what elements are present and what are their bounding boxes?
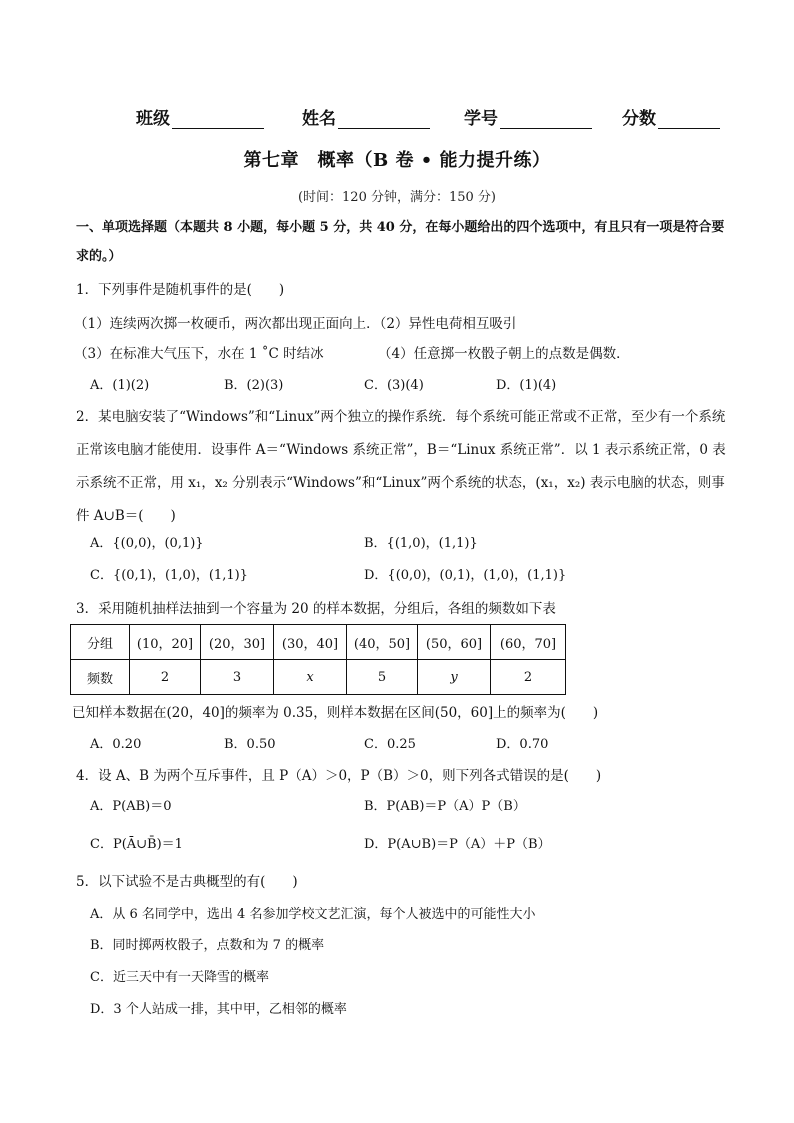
question-5-option-b[interactable]: B．同时掷两枚骰子，点数和为 7 的概率 xyxy=(90,938,325,953)
question-2-option-c[interactable]: C．{(0,1)，(1,0)，(1,1)} xyxy=(90,568,248,583)
class-label: 班级 xyxy=(136,109,170,129)
question-5-option-a[interactable]: A．从 6 名同学中，选出 4 名参加学校文艺汇演，每个人被选中的可能性大小 xyxy=(90,907,536,922)
name-field xyxy=(302,104,430,129)
question-5-stem: 5．以下试验不是古典概型的有( ) xyxy=(76,874,298,890)
question-4-option-d[interactable]: D．P(A∪B)＝P（A）＋P（B） xyxy=(364,837,551,852)
question-2-option-d[interactable]: D．{(0,0)，(0,1)，(1,0)，(1,1)} xyxy=(364,568,567,583)
student-id-label: 学号 xyxy=(464,109,498,129)
name-blank[interactable] xyxy=(338,110,430,129)
question-4-option-c[interactable]: C．P(Ā∪B̄)＝1 xyxy=(90,837,183,852)
student-id-blank[interactable] xyxy=(500,110,592,129)
question-4-stem: 4．设 A、B 为两个互斥事件，且 P（A）＞0，P（B）＞0，则下列各式错误的是( ) xyxy=(76,768,602,784)
question-2-option-b[interactable]: B．{(1,0)，(1,1)} xyxy=(364,536,478,551)
question-1-option-a[interactable]: A．(1)(2) xyxy=(90,378,150,393)
question-4-option-a[interactable]: A．P(AB)＝0 xyxy=(90,799,172,814)
score-field xyxy=(622,104,720,129)
question-1-option-c[interactable]: C．(3)(4) xyxy=(364,378,424,393)
question-4-option-b[interactable]: B．P(AB)＝P（A）P（B） xyxy=(364,799,526,814)
question-3-option-c[interactable]: C．0.25 xyxy=(364,737,416,752)
question-3-option-b[interactable]: B．0.50 xyxy=(224,737,276,752)
table-cell: 2 xyxy=(491,660,566,695)
table-row xyxy=(71,660,566,695)
question-3-stem: 3．采用随机抽样法抽到一个容量为 20 的样本数据，分组后，各组的频数如下表 xyxy=(76,601,556,617)
question-3-option-a[interactable]: A．0.20 xyxy=(90,737,142,752)
table-cell: 3 xyxy=(201,660,274,695)
exam-time-score: (时间：120 分钟，满分：150 分) xyxy=(297,190,497,205)
question-1-option-b[interactable]: B．(2)(3) xyxy=(224,378,284,393)
section-heading: 一、单项选择题（本题共 8 小题，每小题 5 分，共 40 分，在每小题给出的四个选项中，有且只有一项是符合要求的。） xyxy=(76,220,725,264)
question-1-line-2a: （3）在标准大气压下，水在 1 ˚C 时结冰 xyxy=(74,346,324,362)
question-1-stem: 1．下列事件是随机事件的是( ) xyxy=(76,282,285,298)
question-1-line-2b: （4）任意掷一枚骰子朝上的点数是偶数． xyxy=(378,346,630,362)
table-cell: (50，60] xyxy=(418,625,491,660)
table-row xyxy=(71,625,566,660)
student-id-field xyxy=(464,104,592,129)
table-cell: y xyxy=(418,660,491,695)
table-cell: 2 xyxy=(130,660,201,695)
student-info-header xyxy=(0,104,794,130)
table-cell: x xyxy=(274,660,347,695)
question-3-condition: 已知样本数据在(20，40]的频率为 0.35，则样本数据在区间(50，60]上的频率为( ) xyxy=(72,705,599,721)
question-3-option-d[interactable]: D．0.70 xyxy=(496,737,549,752)
question-1-line-1: （1）连续两次掷一枚硬币，两次都出现正面向上．（2）异性电荷相互吸引 xyxy=(74,316,517,332)
question-5-option-c[interactable]: C．近三天中有一天降雪的概率 xyxy=(90,970,269,985)
table-cell: (30，40] xyxy=(274,625,347,660)
question-2-stem: 2．某电脑安装了“Windows”和“Linux”两个独立的操作系统．每个系统可能正常或不正常，至少有一个系统正常该电脑才能使用．设事件 A＝“Windows 系统正常”，B＝“Linux 系统正常”．以 1 表示系统正常，0 表示系统不正常，用 x₁，x₂ 分别表示“Windows”和“Linux”两个系统的状态，(x₁，x₂) 表示电脑的状态，则事件 A∪B＝( ) xyxy=(76,409,726,524)
table-cell: (10，20] xyxy=(130,625,201,660)
class-blank[interactable] xyxy=(172,110,264,129)
score-blank[interactable] xyxy=(658,110,720,129)
question-2-option-a[interactable]: A．{(0,0)，(0,1)} xyxy=(90,536,204,551)
table-cell: (40，50] xyxy=(347,625,418,660)
table-header-cell: 频数 xyxy=(71,660,130,695)
class-field xyxy=(136,104,264,129)
table-cell: 5 xyxy=(347,660,418,695)
table-cell: (60，70] xyxy=(491,625,566,660)
name-label: 姓名 xyxy=(302,109,336,129)
table-header-cell: 分组 xyxy=(71,625,130,660)
question-1-option-d[interactable]: D．(1)(4) xyxy=(496,378,557,393)
question-5-option-d[interactable]: D．3 个人站成一排，其中甲，乙相邻的概率 xyxy=(90,1002,347,1017)
page-title: 第七章 概率（B 卷 • 能力提升练） xyxy=(243,150,551,171)
score-label: 分数 xyxy=(622,109,656,129)
table-cell: (20，30] xyxy=(201,625,274,660)
frequency-table xyxy=(70,624,566,695)
